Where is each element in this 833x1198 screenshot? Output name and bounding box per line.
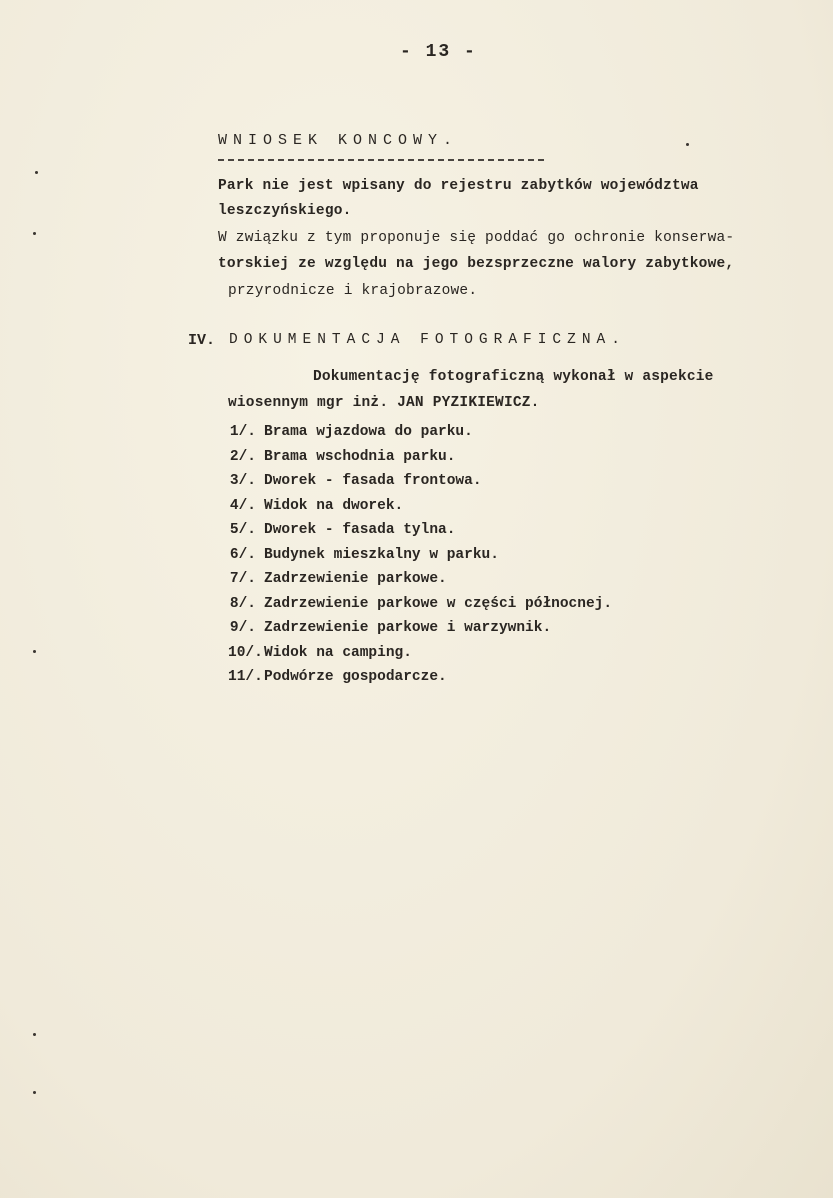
intro-line-1: Dokumentację fotograficzną wykonał w aspekcie: [313, 369, 714, 385]
conclusion-line-4: torskiej ze względu na jego bezsprzeczne walory zabytkowe,: [218, 256, 735, 272]
conclusion-line-2: leszczyńskiego.: [218, 203, 352, 219]
list-item: 9/. Zadrzewienie parkowe i warzywnik.: [229, 620, 552, 636]
section-title: DOKUMENTACJA FOTOGRAFICZNA.: [229, 332, 626, 348]
intro-line-2: wiosennym mgr inż. JAN PYZIKIEWICZ.: [228, 395, 540, 411]
list-item: 4/. Widok na dworek.: [229, 497, 404, 514]
paper-speck: [686, 143, 689, 146]
conclusion-heading: WNIOSEK KONCOWY.: [218, 132, 459, 149]
paper-speck: [33, 1033, 36, 1036]
paper-speck: [33, 1091, 36, 1094]
page-number: - 13 -: [400, 42, 477, 62]
section-number: IV.: [188, 332, 216, 349]
list-item: 3/. Dworek - fasada frontowa.: [229, 473, 482, 489]
conclusion-line-1: Park nie jest wpisany do rejestru zabytków województwa: [218, 178, 699, 194]
list-item: 10/.Widok na camping.: [228, 644, 412, 661]
paper-speck: [33, 650, 36, 653]
list-item: 5/. Dworek - fasada tylna.: [229, 522, 456, 538]
conclusion-line-5: przyrodnicze i krajobrazowe.: [228, 283, 478, 299]
list-item: 7/. Zadrzewienie parkowe.: [229, 571, 447, 587]
paper-speck: [35, 171, 38, 174]
photo-list: [228, 424, 612, 694]
list-item: 6/. Budynek mieszkalny w parku.: [229, 546, 499, 563]
paper-speck: [33, 232, 36, 235]
list-item: 8/. Zadrzewienie parkowe w części północnej.: [229, 595, 613, 612]
list-item: 11/.Podwórze gospodarcze.: [228, 669, 447, 685]
conclusion-line-3: W związku z tym proponuje się poddać go ochronie konserwa-: [218, 230, 735, 246]
heading-underline: [218, 159, 544, 161]
list-item: 1/. Brama wjazdowa do parku.: [229, 424, 473, 440]
list-item: 2/. Brama wschodnia parku.: [229, 448, 456, 465]
